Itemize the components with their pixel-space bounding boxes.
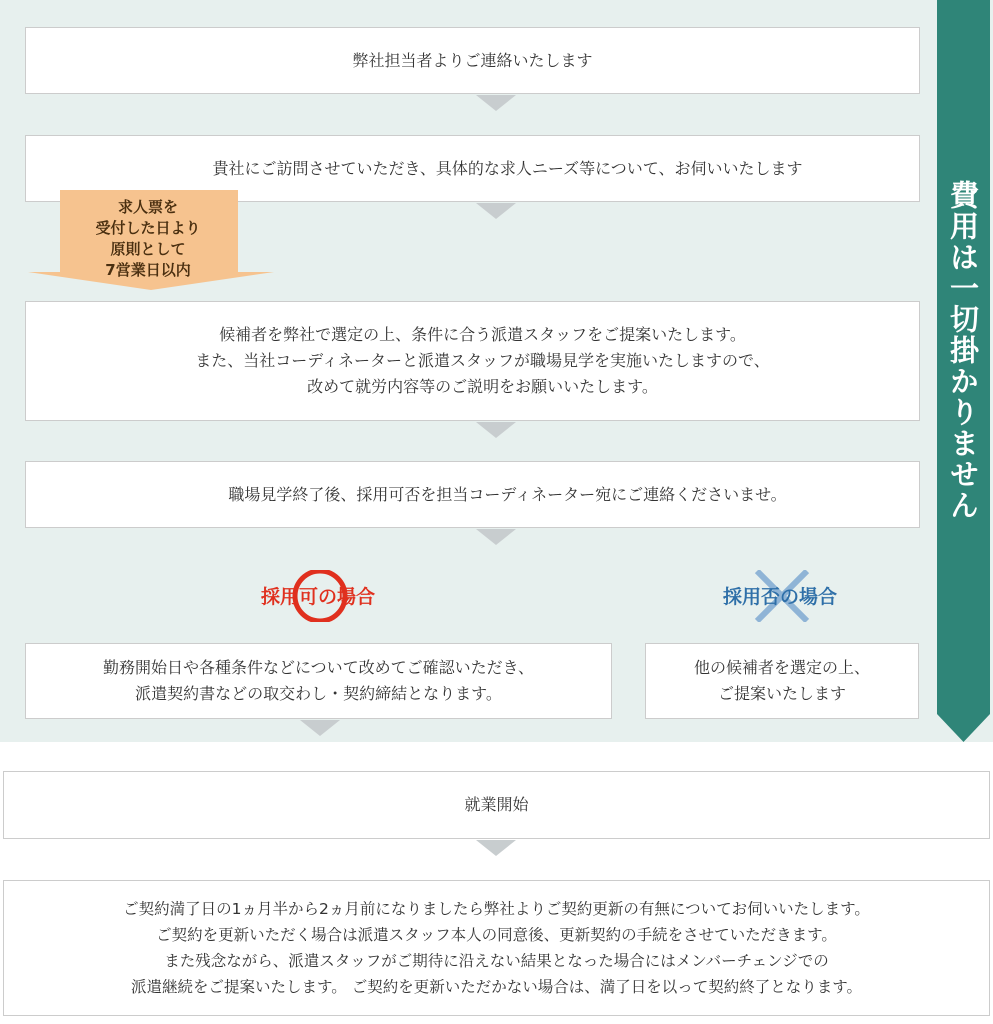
deadline-note-line: 求人票を <box>117 198 178 216</box>
step-contact <box>25 27 920 94</box>
flow-arrow <box>476 422 516 438</box>
flow-arrow <box>476 203 516 219</box>
step-renewal <box>3 880 990 1016</box>
step-renewal-line: また残念ながら、派遣スタッフがご期待に沿えない結果となった場合にはメンバーチェンジでの <box>164 952 829 970</box>
step-contract-line: 派遣契約書などの取交わし・契約締結となります。 <box>135 684 502 703</box>
flow-arrow <box>476 840 516 856</box>
deadline-note <box>60 197 236 281</box>
hire-ok-text: 採用可の場合 <box>260 586 375 608</box>
free-of-charge-text: 費用は一切掛かりません <box>946 180 980 521</box>
free-of-charge-banner <box>937 0 990 742</box>
step-renewal-line: ご契約を更新いただく場合は派遣スタッフ本人の同意後、更新契約の手続をさせていただきます。 <box>156 926 837 944</box>
step-decision-text: 職場見学終了後、採用可否を担当コーディネーター宛にご連絡くださいませ。 <box>228 484 787 504</box>
step-start-work <box>3 771 990 839</box>
step-proposal <box>25 301 920 421</box>
step-contract <box>25 643 612 719</box>
step-visit-text: 貴社にご訪問させていただき、具体的な求人ニーズ等について、お伺いいたします <box>212 158 803 178</box>
hire-ng-label <box>700 570 860 622</box>
step-repropose-line: ご提案いたします <box>717 684 846 703</box>
step-contract-line: 勤務開始日や各種条件などについて改めてご確認いただき、 <box>102 658 535 677</box>
step-renewal-line: 派遣継続をご提案いたします。 ご契約を更新いただかない場合は、満了日を以って契約終了となります。 <box>131 978 862 996</box>
flow-arrow <box>476 95 516 111</box>
step-start-work-text: 就業開始 <box>464 795 529 814</box>
deadline-note-line: 7営業日以内 <box>105 261 191 279</box>
deadline-note-line: 受付した日より <box>95 219 201 237</box>
step-proposal-line: また、当社コーディネーターと派遣スタッフが職場見学を実施いたしますので、 <box>195 351 770 370</box>
hire-ok-label <box>238 570 398 622</box>
step-repropose-line: 他の候補者を選定の上、 <box>693 658 870 677</box>
step-repropose <box>645 643 919 719</box>
step-contact-text: 弊社担当者よりご連絡いたします <box>352 50 593 70</box>
step-decision <box>25 461 920 528</box>
hire-ng-text: 採用否の場合 <box>722 586 837 608</box>
step-proposal-line: 候補者を弊社で選定の上、条件に合う派遣スタッフをご提案いたします。 <box>219 325 746 344</box>
flow-arrow <box>300 720 340 736</box>
deadline-note-line: 原則として <box>110 240 186 258</box>
flow-arrow <box>476 529 516 545</box>
step-proposal-line: 改めて就労内容等のご説明をお願いいたします。 <box>307 377 658 396</box>
step-renewal-line: ご契約満了日の1ヵ月半から2ヵ月前になりましたら弊社よりご契約更新の有無についてお伺いいたします。 <box>123 900 870 918</box>
